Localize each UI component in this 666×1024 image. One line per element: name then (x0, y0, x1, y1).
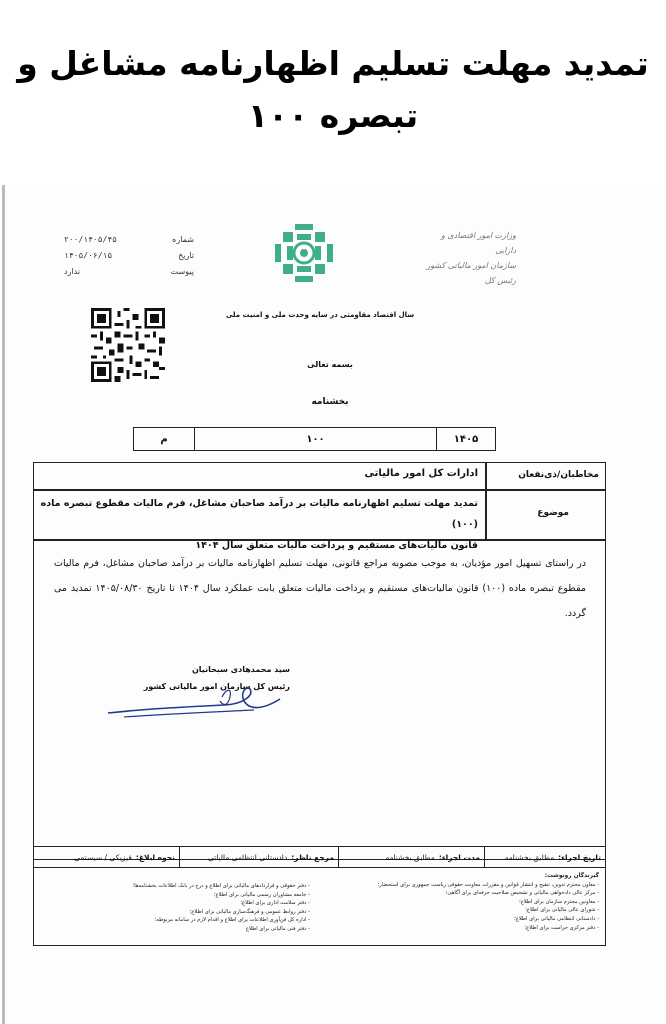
table-divider (34, 489, 605, 491)
execution-meta-row (33, 846, 606, 868)
date-label: تاریخ (178, 251, 194, 260)
recipient-item: - معاونین محترم سازمان برای اطلاع؛ (518, 898, 599, 905)
addressees-value: ادارات کل امور مالیاتی (364, 468, 478, 479)
ministry-line: رئیس کل (484, 276, 516, 285)
handwritten-signature (104, 683, 294, 723)
letter-meta (64, 232, 194, 280)
supervisor-value: دادستانی انتظامی مالیاتی (207, 852, 288, 862)
recipient-item: - دفتر سلامت اداری برای اطلاع؛ (240, 900, 310, 907)
circular-number: ۱۰۰ (194, 428, 436, 450)
circular-year: ۱۴۰۵ (436, 428, 495, 450)
ministry-header (426, 228, 516, 288)
signer-title: رئیس کل سازمان امور مالیاتی کشور (143, 682, 290, 691)
recipients-left-column (40, 882, 310, 934)
qr-code (91, 308, 165, 382)
headline-line-2: تبصره ۱۰۰ (247, 96, 419, 135)
carbon-copy-recipients (33, 868, 606, 946)
notify-value: فیزیکی / سیستمی (73, 852, 132, 862)
recipients-right-column (319, 872, 599, 932)
recipient-item: - دفتر روابط عمومی و فرهنگ‌سازی مالیاتی برای اطلاع؛ (189, 908, 310, 915)
attachment-value: ندارد (64, 267, 81, 276)
headline (0, 38, 666, 142)
attachment-label: پیوست (170, 267, 194, 276)
circular-table (33, 462, 606, 860)
recipient-item: - شورای عالی مالیاتی برای اطلاع؛ (525, 907, 599, 914)
addressees-label: مخاطبان/ذی‌نفعان (518, 470, 599, 480)
duration-value: مطابق بخشنامه (385, 852, 435, 862)
recipient-item: - اداره کل فن‌آوری اطلاعات برای اطلاع و اقدام لازم در سامانه مربوطه؛ (154, 917, 310, 924)
document-type-title: بخشنامه (311, 397, 349, 407)
subject-value (40, 493, 478, 556)
tax-organization-logo (273, 222, 335, 284)
recipient-item: - دفتر مرکزی حراست برای اطلاع؛ (524, 924, 599, 931)
meta-issue-date (484, 847, 605, 867)
table-divider (485, 463, 487, 539)
recipient-item: - دفتر فنی مالیاتی برای اطلاع (245, 925, 310, 932)
circular-body: در راستای تسهیل امور مؤدیان، به موجب مصوبه مراجع قانونی، مهلت تسلیم اظهارنامه مالیات بر درآمد صاحبان مشاغل، فرم مالیات مقطوع تبصره ماده (۱۰۰) قانون مالیات‌های مستقیم و پرداخت مالیات متعلق بابت عملکرد سال ۱۴۰۴ تا تاریخ ۱۴۰۵/۰۸/۳۰ تمدید می گردد. (54, 558, 586, 619)
recipient-item: - دادستانی انتظامی مالیاتی برای اطلاع؛ (514, 915, 599, 922)
headline-line-1: تمدید مهلت تسلیم اظهارنامه مشاغل و (17, 44, 649, 83)
date-value: ۱۴۰۵/۰۶/۱۵ (64, 251, 113, 260)
number-label: شماره (172, 235, 194, 244)
recipient-item: - جامعه مشاوران رسمی مالیاتی برای اطلاع؛ (213, 891, 310, 898)
meta-duration (338, 847, 484, 867)
recipient-item: - معاون محترم تدوین، تنقیح و انتشار قوانین و مقررات معاونت حقوقی ریاست جمهوری برای استحضار؛ (377, 881, 599, 888)
recipient-item: - مرکز عالی دادخواهی مالیاتی و تشخیص صلاحیت حرفه‌ای برای آگاهی؛ (445, 890, 599, 897)
issue-date-value: مطابق بخشنامه (504, 852, 555, 862)
subject-label: موضوع (537, 508, 569, 518)
circular-number-row (133, 427, 496, 451)
supervisor-label: مرجع ناظر: (291, 852, 334, 862)
ministry-line: سازمان امور مالیاتی کشور (426, 261, 516, 270)
signer-name: سید محمدهادی سبحانیان (191, 665, 290, 674)
recipient-item: - دفتر حقوقی و قراردادهای مالیاتی برای اطلاع و درج در بانک اطلاعات بخشنامه‌ها؛ (132, 883, 310, 889)
number-value: ۲۰۰/۱۴۰۵/۴۵ (64, 235, 117, 244)
subject-line-1: تمدید مهلت تسلیم اظهارنامه مالیات بر درآمد صاحبان مشاغل، فرم مالیات مقطوع تبصره ماده (۱۰۰) (40, 498, 478, 530)
slogan: سال اقتصاد مقاومتی در سایه وحدت ملی و امنیت ملی (225, 311, 415, 319)
ministry-line: وزارت امور اقتصادی و دارایی (441, 231, 516, 255)
circular-suffix: م (160, 433, 168, 445)
bismillah: بسمه تعالی (307, 360, 353, 369)
meta-notify (34, 847, 179, 867)
issue-date-label: تاریخ اجراء: (558, 852, 601, 862)
recipients-heading: گیرندگان رونوشت: (544, 873, 599, 879)
duration-label: مدت اجراء: (438, 852, 480, 862)
subject-line-2: قانون مالیات‌های مستقیم و پرداخت مالیات متعلق سال ۱۴۰۴ (195, 540, 478, 551)
meta-supervisor (179, 847, 338, 867)
notify-label: نحوه ابلاغ: (135, 852, 175, 862)
